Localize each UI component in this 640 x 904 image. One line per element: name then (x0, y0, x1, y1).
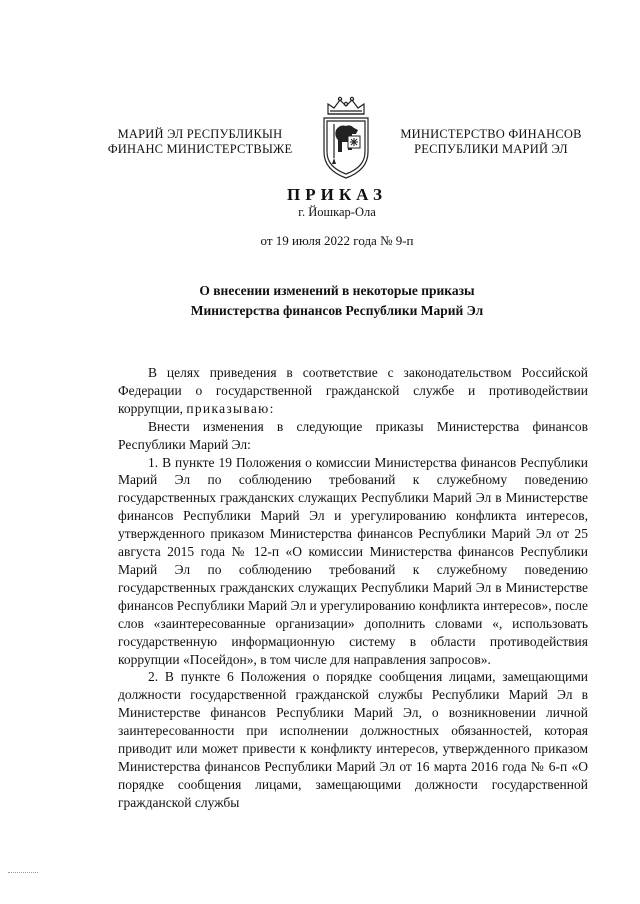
preamble-text: В целях приведения в соответствие с законодательством Российской Федерации о государственной гражданской службе и противодействии коррупции, (118, 365, 588, 416)
body-paragraph-intro: Внести изменения в следующие приказы Министерства финансов Республики Марий Эл: (118, 418, 588, 452)
order-subject-line2: Министерства финансов Республики Марий Эл (190, 303, 484, 318)
scan-margin-mark (8, 872, 38, 873)
body-paragraph-preamble (118, 364, 588, 418)
body-paragraph-item-2: 2. В пункте 6 Положения о порядке сообщения лицами, замещающими должности государственной гражданской службы Республики Марий Эл в Министерстве финансов Республики Марий Эл, о возникновении личной заинтересованности при исполнении должностных обязанностей, которая приводит или может привести к конфликту интересов, утвержденного приказом Министерства финансов Республики Марий Эл от 16 марта 2016 года № 6-п «О порядке сообщения лицами, замещающими должности государственной гражданской службы (118, 669, 588, 810)
order-subject (0, 281, 640, 321)
order-date: от 19 июля 2022 года № 9-п (260, 233, 414, 248)
order-title: ПРИКАЗ (287, 185, 387, 204)
ministry-name-mari-line1: МАРИЙ ЭЛ РЕСПУБЛИКЫН (117, 127, 283, 141)
coat-of-arms-icon (314, 94, 378, 180)
ministry-name-mari (100, 127, 300, 157)
ministry-name-mari-line2: ФИНАНС МИНИСТЕРСТВЫЖЕ (107, 142, 293, 156)
ministry-name-ru-line2: РЕСПУБЛИКИ МАРИЙ ЭЛ (414, 142, 568, 156)
order-city: г. Йошкар-Ола (298, 205, 376, 219)
order-subject-line1: О внесении изменений в некоторые приказы (199, 283, 475, 298)
ministry-name-ru (391, 127, 591, 157)
order-body (118, 364, 588, 812)
ministry-name-ru-line1: МИНИСТЕРСТВО ФИНАНСОВ (400, 127, 582, 141)
preamble-command: приказываю: (186, 400, 275, 416)
body-paragraph-item-1: 1. В пункте 19 Положения о комиссии Министерства финансов Республики Марий Эл по соблюдению требований к служебному поведению государственных гражданских служащих Республики Марий Эл в Министерстве финансов Республики Марий Эл и урегулированию конфликта интересов, утвержденного приказом Министерства финансов Республики Марий Эл от 25 августа 2015 года № 12-п «О комиссии Министерства финансов Республики Марий Эл по соблюдению требований к служебному поведению государственных гражданских служащих Республики Марий Эл в Министерстве финансов Республики Марий Эл и урегулированию конфликта интересов», после слов «заинтересованные организации» дополнить словами «, использовать государственную информационную систему в области противодействия коррупции «Посейдон», в том числе для направления запросов». (118, 454, 588, 667)
